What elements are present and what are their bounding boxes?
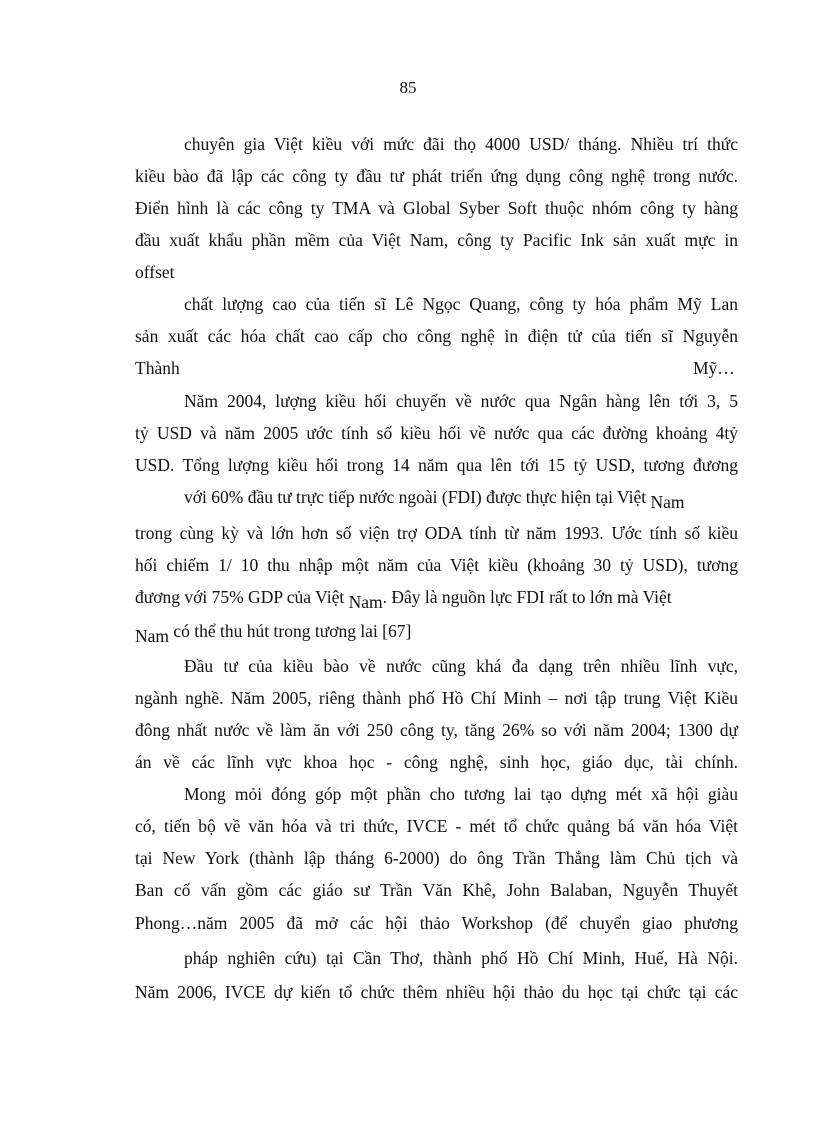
text-segment-lowered: Nam: [135, 626, 170, 646]
text-segment: . Đây là nguồn lực FDI rất to lớn mà Việt: [382, 587, 672, 607]
text-line: [135, 621, 412, 646]
text-line: Năm 2006, IVCE dự kiến tổ chức thêm nhiều hội thảo du học tại chức tại các: [135, 982, 738, 1002]
text-line: pháp nghiên cứu) tại Cần Thơ, thành phố Hồ Chí Minh, Huế, Hà Nội.: [184, 948, 738, 968]
page-number: 85: [399, 78, 417, 97]
text-segment: đương với 75% GDP của Việt: [135, 587, 345, 607]
text-line: tỷ USD và năm 2005 ước tính số kiều hối về nước qua các đường khoảng 4tỷ: [135, 423, 738, 443]
text-line: kiều bào đã lập các công ty đầu tư phát triển ứng dụng công nghệ trong nước.: [135, 166, 738, 186]
text-line: ngành nghề. Năm 2005, riêng thành phố Hồ Chí Minh – nơi tập trung Việt Kiều: [135, 688, 738, 708]
text-line: tại New York (thành lập tháng 6-2000) do ông Trần Thắng làm Chủ tịch và: [135, 848, 738, 868]
text-line: Năm 2004, lượng kiều hối chuyển về nước qua Ngân hàng lên tới 3, 5: [184, 391, 738, 411]
text-line: trong cùng kỳ và lớn hơn số viện trợ ODA tính từ năm 1993. Ước tính số kiều: [135, 523, 738, 543]
text-line-left: Thành: [135, 358, 180, 378]
text-line: sản xuất các hóa chất cao cấp cho công nghệ in điện tử của tiến sĩ Nguyễn: [135, 326, 738, 346]
text-segment: với 60% đầu tư trực tiếp nước ngoài (FDI) được thực hiện tại Việt: [184, 487, 647, 507]
text-line: hối chiếm 1/ 10 thu nhập một năm của Việt kiều (khoảng 30 tỷ USD), tương: [135, 555, 738, 575]
text-segment-lowered: Nam: [348, 592, 383, 612]
text-line: USD. Tổng lượng kiều hối trong 14 năm qua lên tới 15 tỷ USD, tương đương: [135, 455, 738, 475]
text-line: Ban cố vấn gồm các giáo sư Trần Văn Khê, John Balaban, Nguyễn Thuyết: [135, 880, 738, 900]
text-line: offset: [135, 262, 175, 282]
text-line: Mong mỏi đóng góp một phần cho tương lai tạo dựng mét xã hội giàu: [184, 784, 738, 804]
text-line: chuyên gia Việt kiều với mức đãi thọ 4000 USD/ tháng. Nhiều trí thức: [184, 134, 738, 154]
text-line: đông nhất nước về làm ăn với 250 công ty, tăng 26% so với năm 2004; 1300 dự: [135, 720, 738, 740]
text-line: [135, 587, 672, 612]
text-line: chất lượng cao của tiến sĩ Lê Ngọc Quang, công ty hóa phẩm Mỹ Lan: [184, 294, 738, 314]
text-line: có, tiến bộ về văn hóa và tri thức, IVCE - mét tổ chức quảng bá văn hóa Việt: [135, 816, 738, 836]
text-line: Đầu tư của kiều bào về nước cũng khá đa dạng trên nhiều lĩnh vực,: [184, 656, 738, 676]
text-line: Phong…năm 2005 đã mở các hội thảo Workshop (để chuyển giao phương: [135, 913, 738, 933]
text-line: án về các lĩnh vực khoa học - công nghệ, sinh học, giáo dục, tài chính.: [135, 752, 738, 772]
text-line: Điển hình là các công ty TMA và Global Syber Soft thuộc nhóm công ty hàng: [135, 198, 738, 218]
text-segment: có thể thu hút trong tương lai [67]: [173, 621, 412, 641]
text-line: [184, 487, 685, 512]
text-segment-lowered: Nam: [650, 492, 685, 512]
text-line: đầu xuất khẩu phần mềm của Việt Nam, công ty Pacific Ink sản xuất mực in: [135, 230, 738, 250]
text-line-right: Mỹ…: [693, 358, 735, 378]
